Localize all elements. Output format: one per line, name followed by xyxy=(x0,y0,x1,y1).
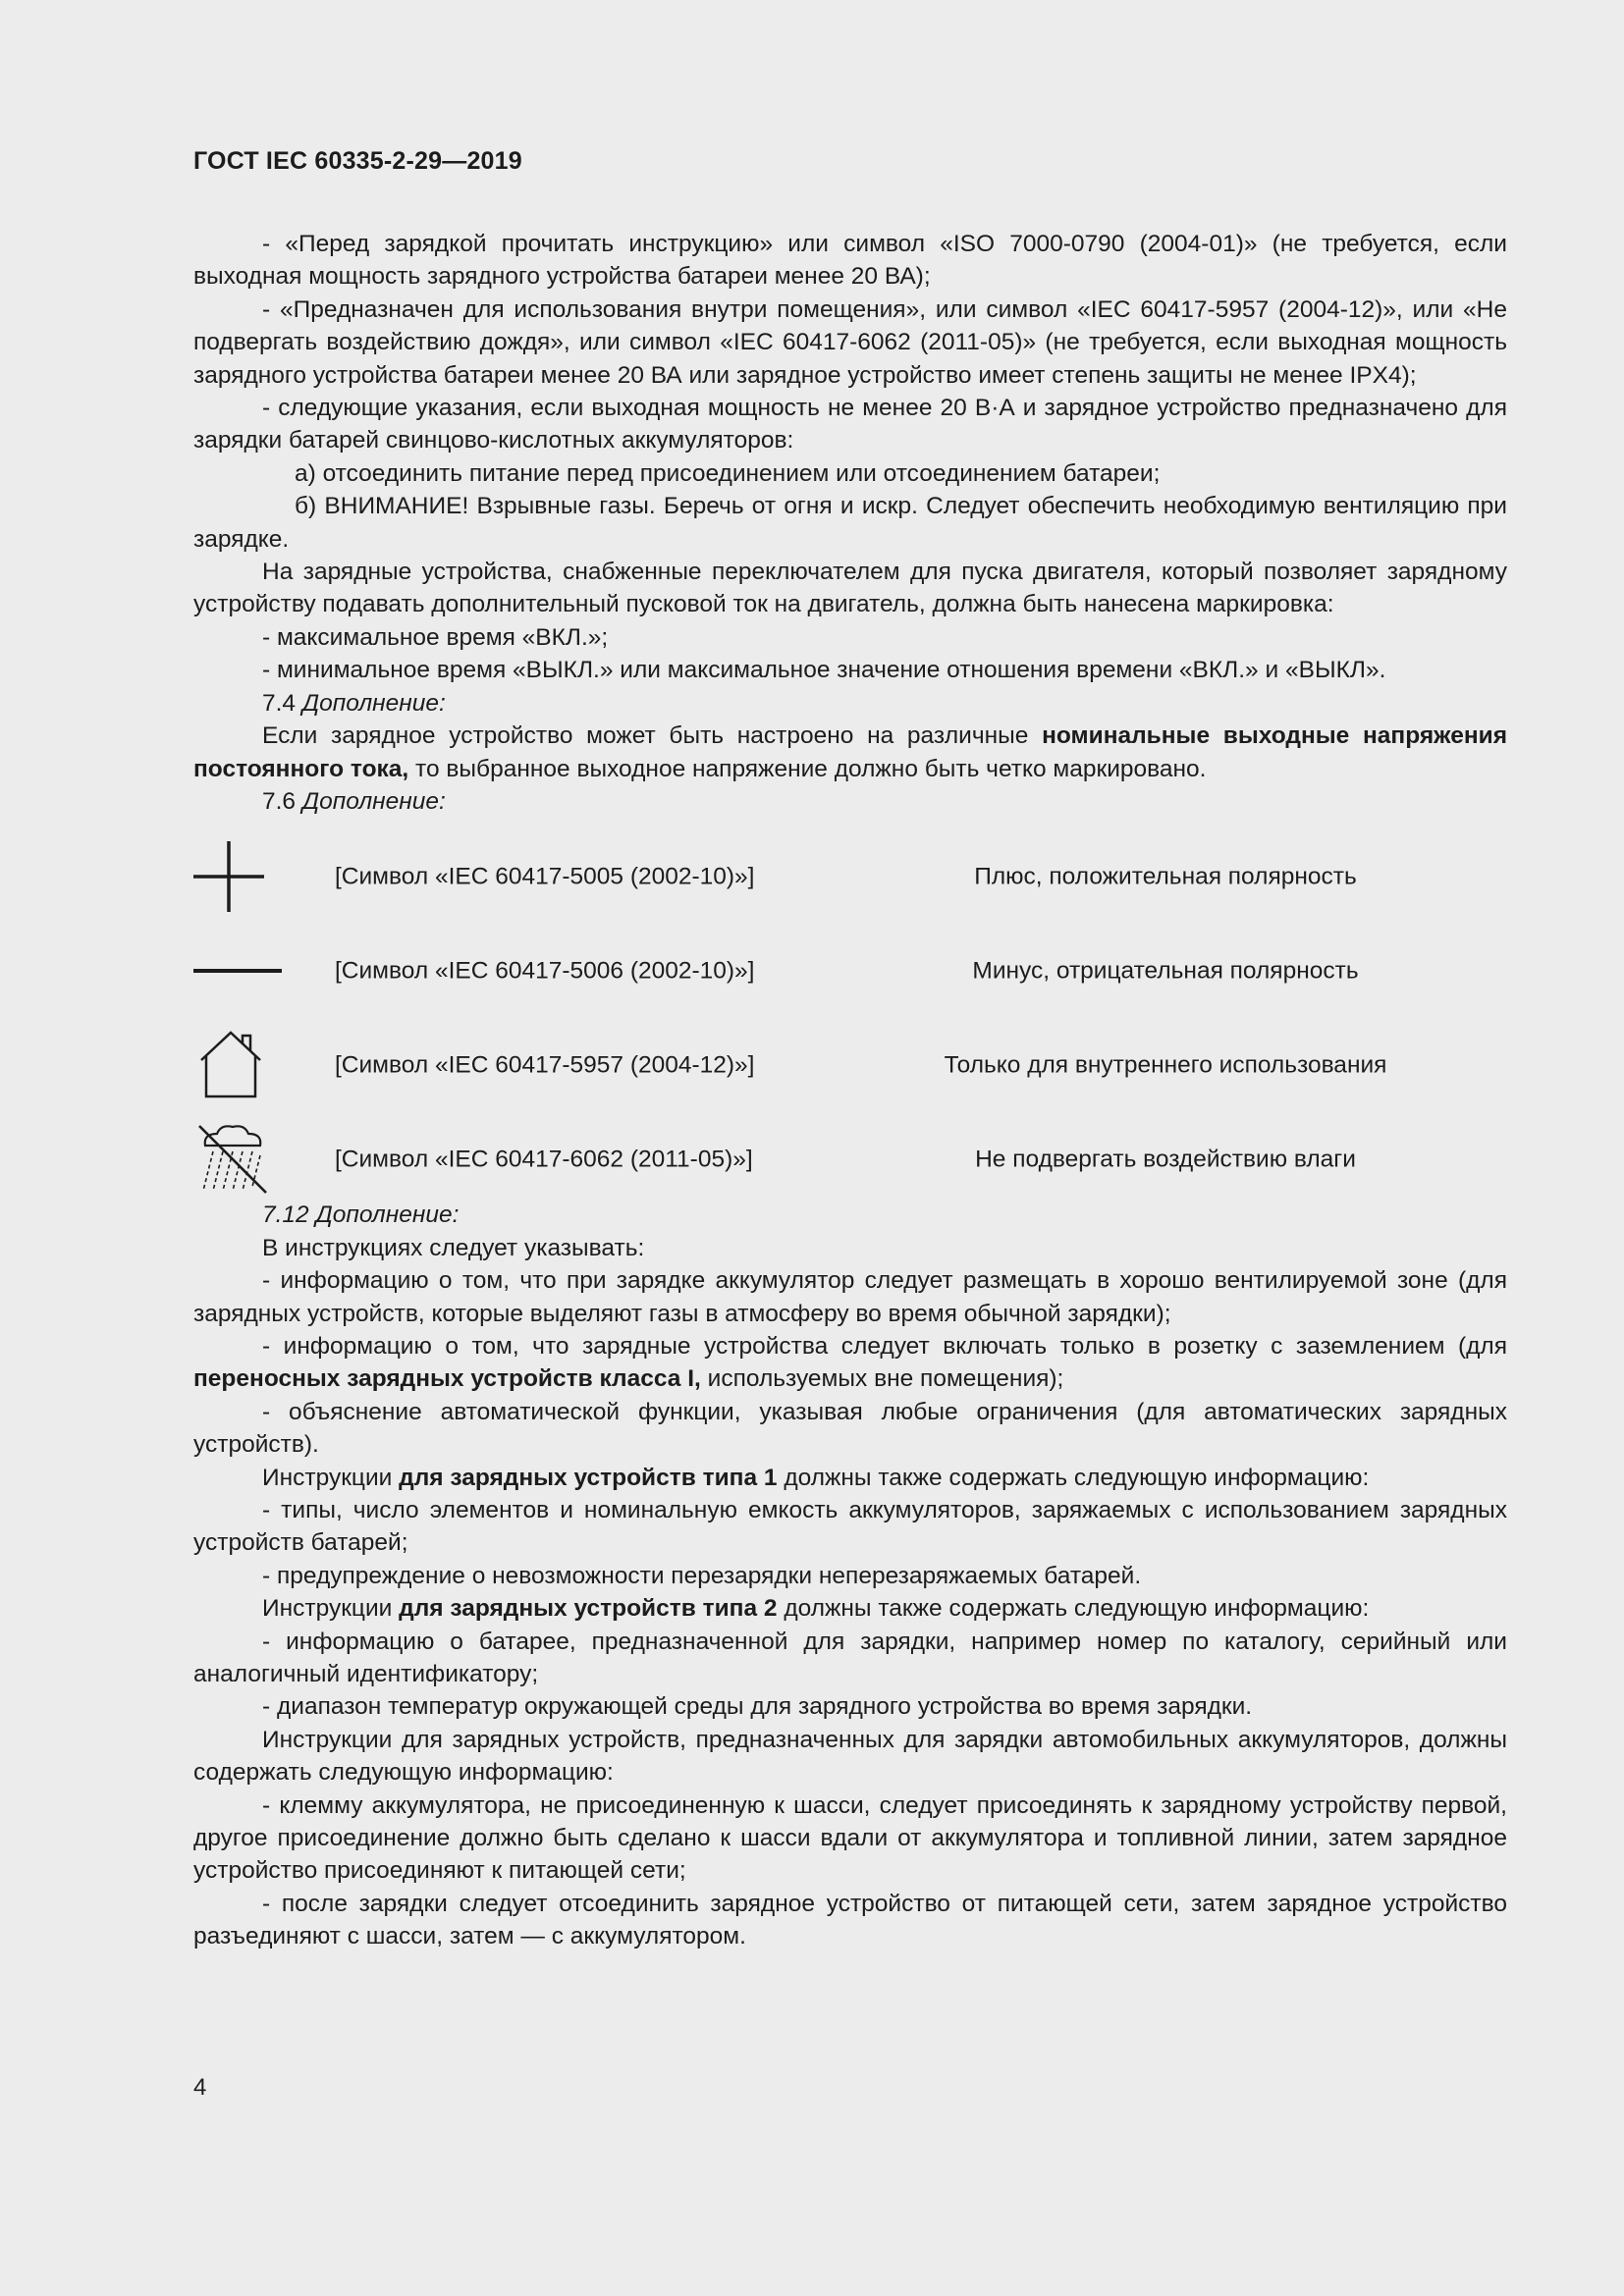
text-run: - информацию о батарее, предназначенной для зарядки, например номер по каталогу, серийный или аналогичный идентификатору; xyxy=(193,1628,1507,1687)
symbol-description: Только для внутреннего использования xyxy=(944,1051,1387,1079)
text-run: - информацию о том, что зарядные устройства следует включать только в розетку с заземлением (для xyxy=(262,1332,1507,1360)
bold-term: номинальные выходные напряжения постоянного тока, xyxy=(193,722,1507,782)
paragraph xyxy=(193,1396,1507,1462)
text-run: Если зарядное устройство может быть настроено на различные xyxy=(262,722,1043,750)
italic-term: 7.12 Дополнение: xyxy=(262,1201,460,1229)
paragraph xyxy=(193,228,1507,294)
text-run: На зарядные устройства, снабженные переключателем для пуска двигателя, который позволяет зарядному устройству подавать дополнительный пусковой ток на двигатель, должна быть нанесена маркировка: xyxy=(193,559,1507,618)
paragraph xyxy=(193,1462,1507,1494)
document-body xyxy=(193,228,1507,1953)
text-run: - объяснение автоматической функции, указывая любые ограничения (для автоматических зарядных устройств). xyxy=(193,1398,1507,1459)
paragraph xyxy=(193,687,1507,720)
paragraph xyxy=(193,1232,1507,1264)
italic-term: Дополнение: xyxy=(301,689,446,717)
text-run: - следующие указания, если выходная мощность не менее 20 В·А и зарядное устройство предназначено для зарядки батарей свинцово-кислотных аккумуляторов: xyxy=(193,395,1507,454)
paragraph xyxy=(193,621,1507,654)
minus-symbol-icon xyxy=(193,965,284,977)
symbol-code: [Символ «IEC 60417-6062 (2011-05)»] xyxy=(335,1146,753,1173)
text-run: - информацию о том, что при зарядке аккумулятор следует размещать в хорошо вентилируемой зоне (для зарядных устройств, которые выделяют газы в атмосферу во время обычной зарядки); xyxy=(193,1267,1507,1327)
paragraph xyxy=(193,490,1507,556)
bold-term: переносных зарядных устройств класса I, xyxy=(193,1365,701,1393)
text-run: - диапазон температур окружающей среды для зарядного устройства во время зарядки. xyxy=(262,1693,1253,1721)
text-run: В инструкциях следует указывать: xyxy=(262,1234,645,1261)
symbol-description: Плюс, положительная полярность xyxy=(974,863,1357,890)
paragraph xyxy=(193,294,1507,392)
symbol-code: [Символ «IEC 60417-5006 (2002-10)»] xyxy=(335,957,755,985)
symbol-description: Минус, отрицательная полярность xyxy=(972,957,1359,985)
bold-term: для зарядных устройств типа 1 xyxy=(399,1464,778,1491)
symbol-code: [Символ «IEC 60417-5957 (2004-12)»] xyxy=(335,1051,755,1079)
paragraphs-bottom xyxy=(193,1199,1507,1952)
paragraph xyxy=(193,1724,1507,1789)
symbol-table xyxy=(193,818,1507,1199)
text-run: должны также содержать следующую информацию: xyxy=(777,1464,1370,1491)
text-run: б) ВНИМАНИЕ! Взрывные газы. Беречь от огня и искр. Следует обеспечить необходимую вентиляцию при зарядке. xyxy=(193,493,1507,553)
paragraph xyxy=(193,1592,1507,1625)
text-run: - «Предназначен для использования внутри помещения», или символ «IEC 60417-5957 (2004-12)», или «Не подвергать воздействию дождя», или символ «IEC 60417-6062 (2011-05)» (не требуется, если выходная мощность зарядного устройства батареи менее 20 ВА или зарядное устройство имеет степень защиты не менее IPX4); xyxy=(193,295,1507,389)
text-run: то выбранное выходное напряжение должно быть четко маркировано. xyxy=(408,755,1207,782)
paragraph xyxy=(193,1560,1507,1592)
text-run: - после зарядки следует отсоединить зарядное устройство от питающей сети, затем зарядное устройство разъединяют с шасси, затем — с аккумулятором. xyxy=(193,1890,1507,1950)
paragraph xyxy=(193,1494,1507,1560)
symbol-row-no-rain xyxy=(193,1112,1507,1206)
document-header: ГОСТ IEC 60335-2-29—2019 xyxy=(193,147,522,175)
symbol-row-indoor xyxy=(193,1018,1507,1112)
paragraph xyxy=(193,1789,1507,1888)
house-icon xyxy=(193,1030,272,1100)
paragraph xyxy=(193,556,1507,621)
paragraph xyxy=(193,1690,1507,1723)
no-rain-icon xyxy=(193,1122,272,1197)
text-run: - «Перед зарядкой прочитать инструкцию» или символ «ISO 7000-0790 (2004-01)» (не требуется, если выходная мощность зарядного устройства батареи менее 20 ВА); xyxy=(193,231,1507,291)
page-number: 4 xyxy=(193,2074,207,2101)
paragraph xyxy=(193,785,1507,818)
text-run: - клемму аккумулятора, не присоединенную к шасси, следует присоединять к зарядному устройству первой, другое присоединение должно быть сделано к шасси вдали от аккумулятора и топливной линии, затем зарядное устройство присоединяют к питающей сети; xyxy=(193,1791,1507,1885)
paragraph xyxy=(193,720,1507,785)
paragraph xyxy=(193,457,1507,490)
text-run: Инструкции xyxy=(262,1464,400,1491)
text-run: 7.6 xyxy=(262,787,302,815)
bold-term: для зарядных устройств типа 2 xyxy=(399,1595,778,1623)
text-run: - максимальное время «ВКЛ.»; xyxy=(262,623,609,651)
paragraphs-top xyxy=(193,228,1507,818)
text-run: должны также содержать следующую информацию: xyxy=(777,1595,1370,1623)
italic-term: Дополнение: xyxy=(301,787,446,815)
paragraph xyxy=(193,1264,1507,1330)
text-run: а) отсоединить питание перед присоединением или отсоединением батареи; xyxy=(295,459,1161,487)
paragraph xyxy=(193,392,1507,457)
paragraph xyxy=(193,654,1507,686)
symbol-row-plus xyxy=(193,829,1507,924)
text-run: - типы, число элементов и номинальную емкость аккумуляторов, заряжаемых с использованием зарядных устройств батарей; xyxy=(193,1496,1507,1557)
text-run: - предупреждение о невозможности перезарядки неперезаряжаемых батарей. xyxy=(262,1562,1142,1589)
text-run: Инструкции для зарядных устройств, предназначенных для зарядки автомобильных аккумуляторов, должны содержать следующую информацию: xyxy=(193,1726,1507,1787)
paragraph xyxy=(193,1330,1507,1396)
plus-symbol-icon xyxy=(193,841,268,912)
text-run: используемых вне помещения); xyxy=(700,1365,1064,1393)
symbol-code: [Символ «IEC 60417-5005 (2002-10)»] xyxy=(335,863,755,890)
text-run: Инструкции xyxy=(262,1595,400,1623)
paragraph xyxy=(193,1626,1507,1691)
text-run: 7.4 xyxy=(262,689,302,717)
symbol-description: Не подвергать воздействию влаги xyxy=(975,1146,1356,1173)
text-run: - минимальное время «ВЫКЛ.» или максимальное значение отношения времени «ВКЛ.» и «ВЫКЛ». xyxy=(262,657,1386,684)
paragraph xyxy=(193,1888,1507,1953)
symbol-row-minus xyxy=(193,924,1507,1018)
